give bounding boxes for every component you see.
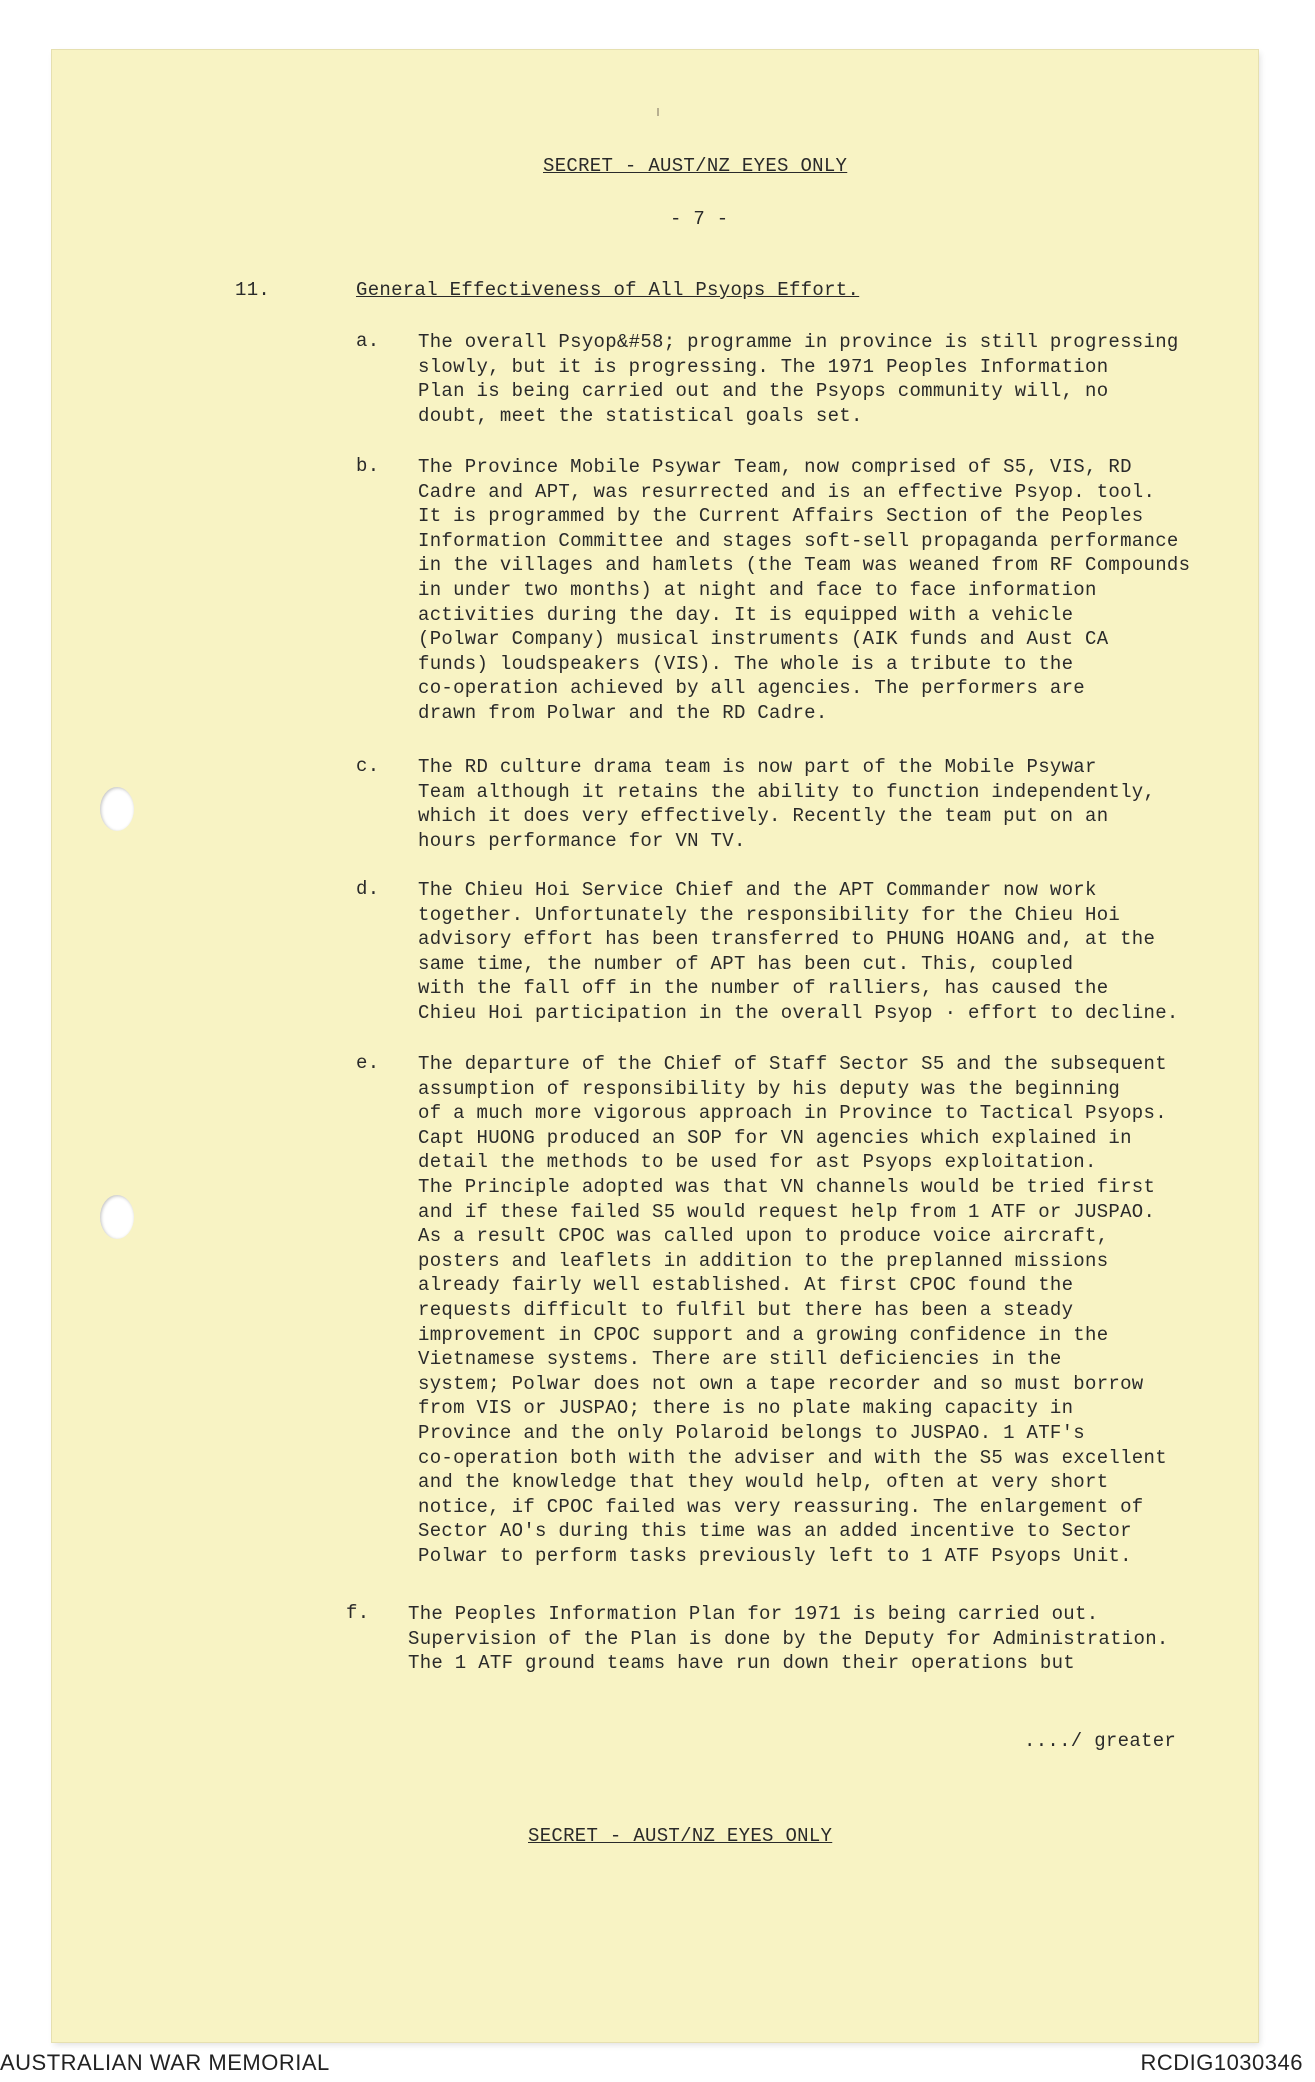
section-number: 11.: [235, 279, 271, 301]
punch-hole-lower: [100, 1195, 134, 1239]
paragraph-letter: a.: [356, 330, 380, 352]
paragraph-letter: d.: [356, 878, 380, 900]
paragraph-text: The Province Mobile Psywar Team, now comprised of S5, VIS, RD Cadre and APT, was resurrected and is an effective Psyop. tool. It is programmed by the Current Affairs Section of the Peoples Information Committee and stages soft-sell propaganda performance in the villages and hamlets (the Team was weaned from RF Compounds in under two months) at night and face to face information activities during the day. It is equipped with a vehicle (Polwar Company) musical instruments (AIK funds and Aust CA funds) loudspeakers (VIS). The whole is a tribute to the co-operation achieved by all agencies. The performers are drawn from Polwar and the RD Cadre.: [418, 456, 1191, 724]
classification-header: SECRET - AUST/NZ EYES ONLY: [543, 155, 848, 177]
paragraph-text: The overall Psyop&#58; programme in province is still progressing slowly, but it is progressing. The 1971 Peoples Information Plan is being carried out and the Psyops community will, no doubt, meet the statistical goals set.: [418, 331, 1179, 427]
continuation-text: ..../ greater: [1024, 1730, 1177, 1752]
classification-footer: SECRET - AUST/NZ EYES ONLY: [528, 1825, 833, 1847]
page-number: - 7 -: [670, 208, 729, 230]
paragraph-letter: f.: [346, 1602, 370, 1624]
paragraph-text: The departure of the Chief of Staff Sector S5 and the subsequent assumption of responsibility by his deputy was the beginning of a much more vigorous approach in Province to Tactical Psyops. Capt HUONG produced an SOP for VN agencies which explained in detail the methods to be used for ast Psyops exploitation. The Principle adopted was that VN channels would be tried first and if these failed S5 would request help from 1 ATF or JUSPAO. As a result CPOC was called upon to produce voice aircraft, posters and leaflets in addition to the preplanned missions already fairly well established. At first CPOC found the requests difficult to fulfil but there has been a steady improvement in CPOC support and a growing confidence in the Vietnamese systems. There are still deficiencies in the system; Polwar does not own a tape recorder and so must borrow from VIS or JUSPAO; there is no plate making capacity in Province and the only Polaroid belongs to JUSPAO. 1 ATF's co-operation both with the adviser and with the S5 was excellent and the knowledge that they would help, often at very short notice, if CPOC failed was very reassuring. The enlargement of Sector AO's during this time was an added incentive to Sector Polwar to perform tasks previously left to 1 ATF Psyops Unit.: [418, 1053, 1167, 1567]
paragraph-text: The Chieu Hoi Service Chief and the APT Commander now work together. Unfortunately the responsibility for the Chieu Hoi advisory effort has been transferred to PHUNG HOANG and, at the same time, the number of APT has been cut. This, coupled with the fall off in the number of ralliers, has caused the Chieu Hoi participation in the overall Psyop · effort to decline.: [418, 879, 1179, 1024]
archive-footer-left: AUSTRALIAN WAR MEMORIAL: [0, 2050, 330, 2075]
paragraph-text: The Peoples Information Plan for 1971 is being carried out. Supervision of the Plan is done by the Deputy for Administration. The 1 ATF ground teams have run down their operations but: [408, 1603, 1169, 1675]
section-title: General Effectiveness of All Psyops Effort.: [356, 279, 860, 301]
paper-mark: [657, 108, 659, 116]
paragraph-letter: e.: [356, 1052, 380, 1074]
paragraph-letter: b.: [356, 455, 380, 477]
paragraph-text: The RD culture drama team is now part of the Mobile Psywar Team although it retains the ability to function independently, which it does very effectively. Recently the team put on an hours performance for VN TV.: [418, 756, 1156, 852]
archive-footer-right: RCDIG1030346: [1140, 2050, 1303, 2075]
paragraph-letter: c.: [356, 755, 380, 777]
punch-hole-upper: [100, 787, 134, 831]
